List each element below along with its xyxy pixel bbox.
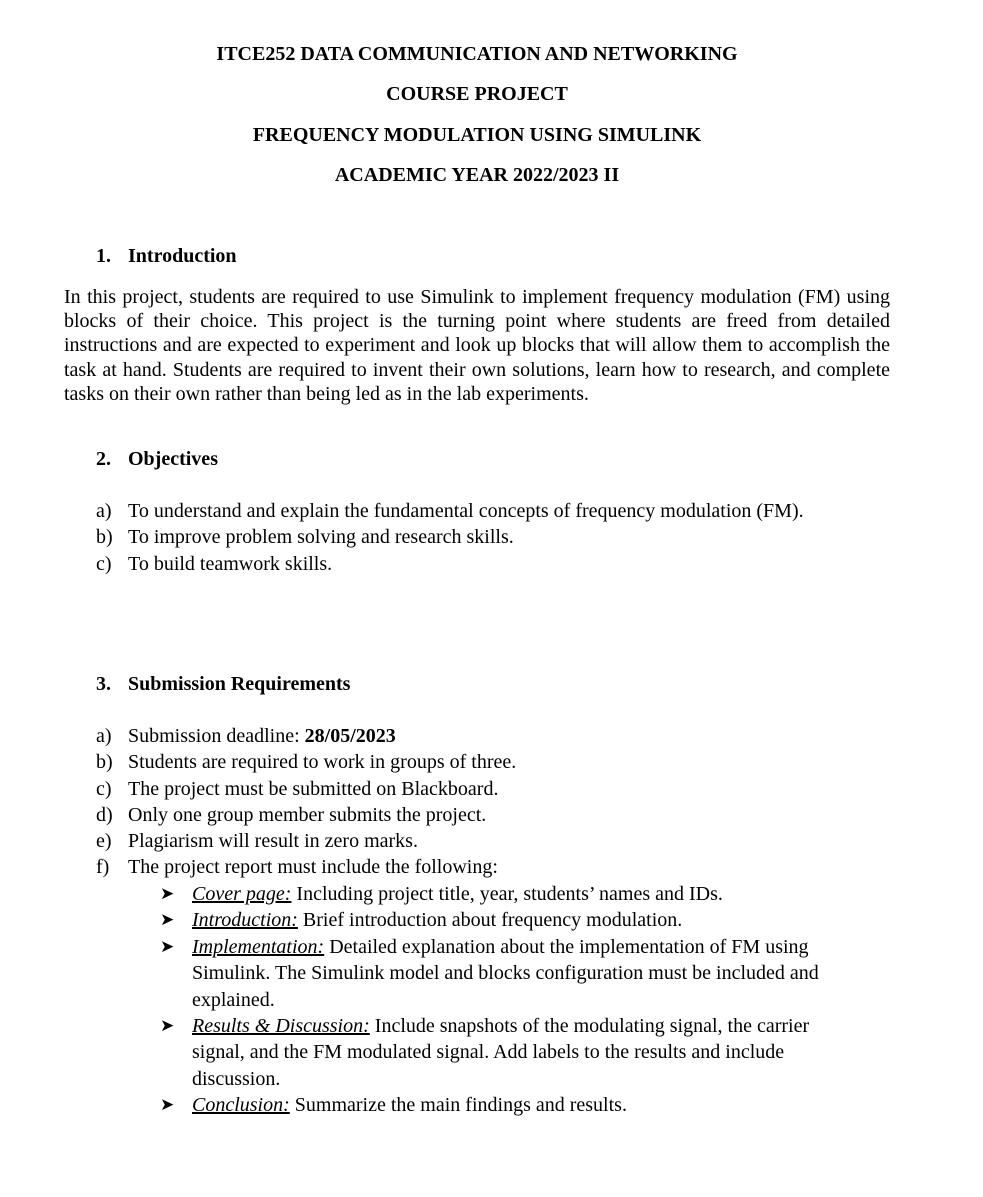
list-marker: a) — [96, 725, 112, 747]
list-text: The project report must include the following: — [128, 856, 498, 878]
bullet-term: Introduction: — [192, 909, 298, 931]
bullet-text — [192, 934, 860, 1013]
introduction-paragraph: In this project, students are required to use Simulink to implement frequency modulation (FM) using blocks of their choice. This project is the turning point where students are freed from detailed instructions and are expected to experiment and look up blocks that will allow them to accomplish the task at hand. Students are required to invent their own solutions, learn how to research, and complete tasks on their own rather than being led as in the lab experiments. — [64, 286, 890, 405]
objective-item — [96, 552, 332, 576]
section-heading-introduction — [96, 244, 237, 268]
list-text: To understand and explain the fundamental concepts of frequency modulation (FM). — [128, 500, 804, 522]
course-title: ITCE252 DATA COMMUNICATION AND NETWORKING — [216, 43, 738, 65]
submission-item — [96, 777, 498, 801]
list-text: To build teamwork skills. — [128, 553, 333, 575]
list-text: Only one group member submits the project. — [128, 804, 487, 826]
bullet-text — [192, 881, 860, 907]
list-text: The project must be submitted on Blackboard. — [128, 778, 499, 800]
report-section-bullet — [160, 907, 860, 933]
list-marker: e) — [96, 830, 112, 852]
submission-item — [96, 855, 498, 879]
list-text: Plagiarism will result in zero marks. — [128, 830, 418, 852]
submission-deadline-item — [96, 724, 396, 748]
arrow-bullet-icon: ➤ — [160, 884, 175, 903]
section-number: 2. — [96, 448, 111, 470]
bullet-text — [192, 1013, 860, 1092]
arrow-bullet-icon: ➤ — [160, 1016, 175, 1035]
section-number: 1. — [96, 245, 111, 267]
report-section-bullet — [160, 881, 860, 907]
bullet-description: Include snapshots of the modulating signal, the carrier signal, and the FM modulated signal. Add labels to the results and include discussion. — [192, 1015, 810, 1090]
submission-item — [96, 829, 418, 853]
list-marker: a) — [96, 500, 112, 522]
list-marker: c) — [96, 553, 112, 575]
bullet-description: Brief introduction about frequency modulation. — [297, 909, 683, 931]
arrow-bullet-icon: ➤ — [160, 1095, 175, 1114]
report-section-bullet — [160, 1013, 860, 1092]
list-marker: b) — [96, 751, 113, 773]
academic-year: ACADEMIC YEAR 2022/2023 II — [334, 164, 620, 186]
list-text: To improve problem solving and research skills. — [128, 526, 514, 548]
section-title: Submission Requirements — [128, 673, 351, 695]
bullet-term: Cover page: — [192, 883, 292, 905]
bullet-description: Including project title, year, students’ names and IDs. — [291, 883, 723, 905]
list-marker: d) — [96, 804, 113, 826]
document-type: COURSE PROJECT — [386, 83, 568, 105]
bullet-term: Conclusion: — [192, 1094, 290, 1116]
list-marker: b) — [96, 526, 113, 548]
section-number: 3. — [96, 673, 111, 695]
bullet-description: Detailed explanation about the implementation of FM using Simulink. The Simulink model and blocks configuration must be included and explained. — [192, 936, 819, 1011]
section-title: Introduction — [128, 245, 237, 267]
submission-item — [96, 803, 486, 827]
bullet-text — [192, 907, 860, 933]
bullet-description: Summarize the main findings and results. — [289, 1094, 627, 1116]
section-heading-objectives — [96, 447, 218, 471]
list-text: Students are required to work in groups of three. — [128, 751, 517, 773]
submission-item — [96, 750, 516, 774]
bullet-term: Results & Discussion: — [192, 1015, 370, 1037]
objective-item — [96, 499, 804, 523]
report-section-bullet — [160, 1092, 860, 1118]
project-title: FREQUENCY MODULATION USING SIMULINK — [252, 124, 702, 146]
arrow-bullet-icon: ➤ — [160, 937, 175, 956]
bullet-term: Implementation: — [192, 936, 325, 958]
list-marker: f) — [96, 856, 110, 878]
deadline-date: 28/05/2023 — [304, 725, 396, 747]
section-heading-submission — [96, 672, 350, 696]
bullet-text — [192, 1092, 860, 1118]
deadline-label: Submission deadline: — [128, 725, 305, 747]
objective-item — [96, 525, 514, 549]
section-title: Objectives — [128, 448, 218, 470]
arrow-bullet-icon: ➤ — [160, 910, 175, 929]
report-section-bullet — [160, 934, 860, 1013]
list-marker: c) — [96, 778, 112, 800]
